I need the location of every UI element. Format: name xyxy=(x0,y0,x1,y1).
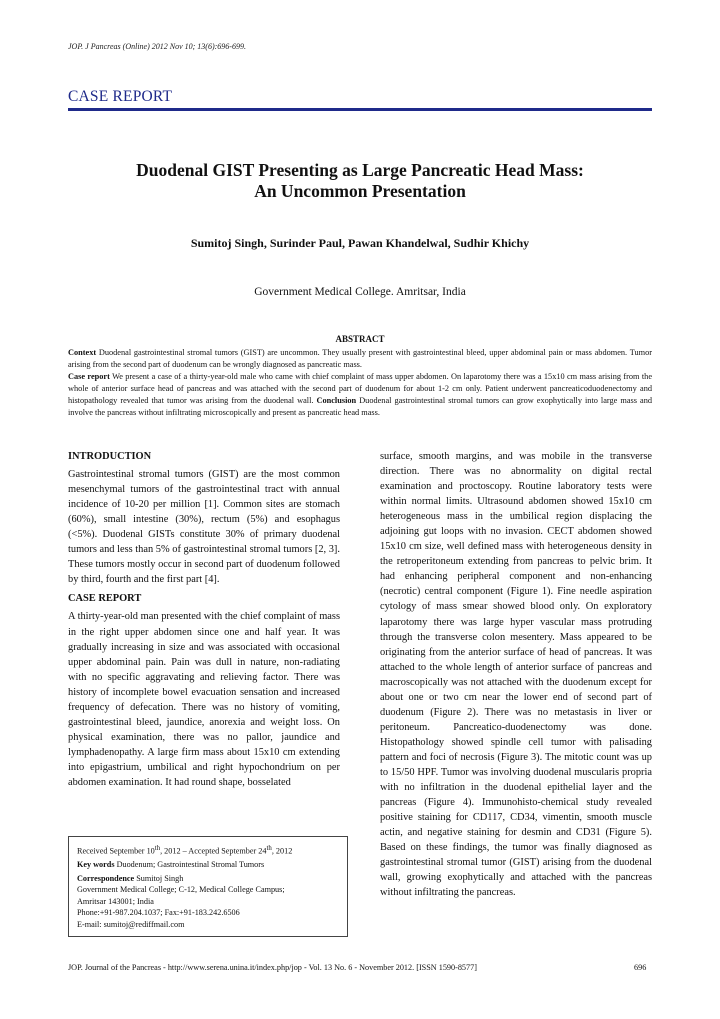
abstract-case xyxy=(68,371,652,419)
journal-reference: JOP. J Pancreas (Online) 2012 Nov 10; 13(6):696-699. xyxy=(68,42,246,51)
address-line1: Government Medical College; C-12, Medical College Campus; xyxy=(77,885,285,895)
case-report-paragraph: A thirty-year-old man presented with the chief complaint of mass in the right upper abdomen since one and half year. It was gradually increasing in size and was associated with occasional upper abdominal pain. Pain was dull in nature, non-radiating with no specific aggravating and relieving factor. There was history of incomplete bowel evacuation sensation and increased frequency of defecation. There was no history of vomiting, gastrointestinal bleed, jaundice, anorexia and weight loss. On physical examination, there was no pallor, jaundice and lymphadenopathy. A large firm mass about 15x10 cm extending into epigastrium, umbilical and right hypochondrium on per abdomen examination. It had round shape, bosselated xyxy=(68,611,340,788)
affiliation: Government Medical College. Amritsar, India xyxy=(254,286,466,298)
section-label: CASE REPORT xyxy=(68,88,173,105)
article-title-line1: Duodenal GIST Presenting as Large Pancreatic Head Mass: xyxy=(136,160,584,180)
article-title-line2: An Uncommon Presentation xyxy=(254,181,466,201)
right-column xyxy=(380,449,652,904)
context-label: Context xyxy=(68,348,97,357)
header-rule xyxy=(68,108,652,111)
article-info-box xyxy=(68,836,348,937)
abstract-heading: ABSTRACT xyxy=(335,334,385,344)
left-column xyxy=(68,449,340,794)
abstract-context xyxy=(68,347,652,371)
received-dates: Received September 10th, 2012 – Accepted September 24th, 2012 xyxy=(77,845,293,856)
footer-citation: JOP. Journal of the Pancreas - http://www.serena.unina.it/index.php/jop - Vol. 13 No. 6 - November 2012. [ISSN 1590-8577] xyxy=(68,963,477,972)
abstract-body xyxy=(68,347,652,419)
case-report-continued: surface, smooth margins, and was mobile in the transverse direction. There was no abnormality on digital rectal examination and proctoscopy. Routine laboratory tests were within normal limits. Ultrasound abdomen showed 15x10 cm heterogeneous mass in the umbilical region displacing the adjoining gut loops with no invasion. CECT abdomen showed 15x10 cm size, well defined mass with heterogeneous density in the retroperitoneum extending from pancreas to pelvic brim. It had enhancing peripheral component and non-enhancing (necrotic) central component (Figure 1). Fine needle aspiration cytology of mass smear showed blood only. On exploratory laparotomy there was large hyper vascular mass protruding through the transverse colon mesentery. Mass appeared to be originating from the anterior surface of head of pancreas. It was attached to the whole length of anterior surface of pancreas and macroscopically was not attached with the duodenum except for about one or two cm near the lower end of second part of duodenum (Figure 2). There was no metastasis in liver or peritoneum. Pancreatico-duodenectomy was done. Histopathology showed spindle cell tumor with palisading pattern and foci of necrosis (Figure 3). The mitotic count was up to 15/50 HPF. Tumor was involving duodenal muscularis propria with no infiltration in the duodenal epithelial layer and the pancreas (Figure 4). Immunohisto-chemical study revealed positive staining for CD117, CD34, vimentin, smooth muscle actin, and negative staining for desmin and CD31 (Figure 5). Based on these findings, the tumor was finally diagnosed as gastrointestinal stromal tumor (GIST) arising from the duodenal wall, growing exophytically and attached with the pancreas without infiltrating the pancreas. xyxy=(380,451,652,899)
case-report-heading: CASE REPORT xyxy=(68,593,142,605)
introduction-paragraph: Gastrointestinal stromal tumors (GIST) are the most common mesenchymal tumors of the gastrointestinal tract with annual incidence of 10-20 per million [1]. Common sites are stomach (60%), small intestine (30%), rectum (5%) and esophagus (<5%). Duodenal GISTs constitute 30% of primary duodenal tumors and less than 5% of gastrointestinal stromal tumors [2, 3]. These tumors mostly occur in second part of duodenum followed by third, fourth and the first part [4]. xyxy=(68,469,340,586)
email-address[interactable]: E-mail: sumitoj@rediffmail.com xyxy=(77,919,185,929)
case-label: Case report xyxy=(68,372,110,381)
address-line2: Amritsar 143001; India xyxy=(77,896,154,906)
conclusion-text: Duodenal gastrointestinal stromal tumors can grow exophytically into large mass and involve the pancreas without infiltrating microscopically and present as pancreatic head mass. xyxy=(68,396,652,417)
keywords: Key words Duodenum; Gastrointestinal Stromal Tumors xyxy=(77,860,265,870)
case-text: We present a case of a thirty-year-old male who came with chief complaint of mass upper abdomen. On laparotomy there was a 15x10 cm mass arising from the whole of anterior surface head of pancreas and was attached with the second part of duodenum for about 1-2 cm only. Patient underwent pancreaticoduodenectomy and histopathology revealed that tumor was arising from the duodenal wall. xyxy=(68,372,652,405)
author-list: Sumitoj Singh, Surinder Paul, Pawan Khandelwal, Sudhir Khichy xyxy=(190,236,530,250)
phone-fax: Phone:+91-987.204.1037; Fax:+91-183.242.6506 xyxy=(77,908,240,918)
introduction-heading: INTRODUCTION xyxy=(68,451,152,462)
context-text: Duodenal gastrointestinal stromal tumors (GIST) are uncommon. They usually present with gastrointestinal bleed, upper abdominal pain or mass abdomen. Tumor arising from the second part of duodenum can be wrongly diagnosed as pancreatic mass. xyxy=(68,348,652,369)
conclusion-label: Conclusion xyxy=(316,396,357,405)
correspondence: Correspondence Sumitoj Singh xyxy=(77,873,184,883)
page-number: 696 xyxy=(634,963,647,972)
